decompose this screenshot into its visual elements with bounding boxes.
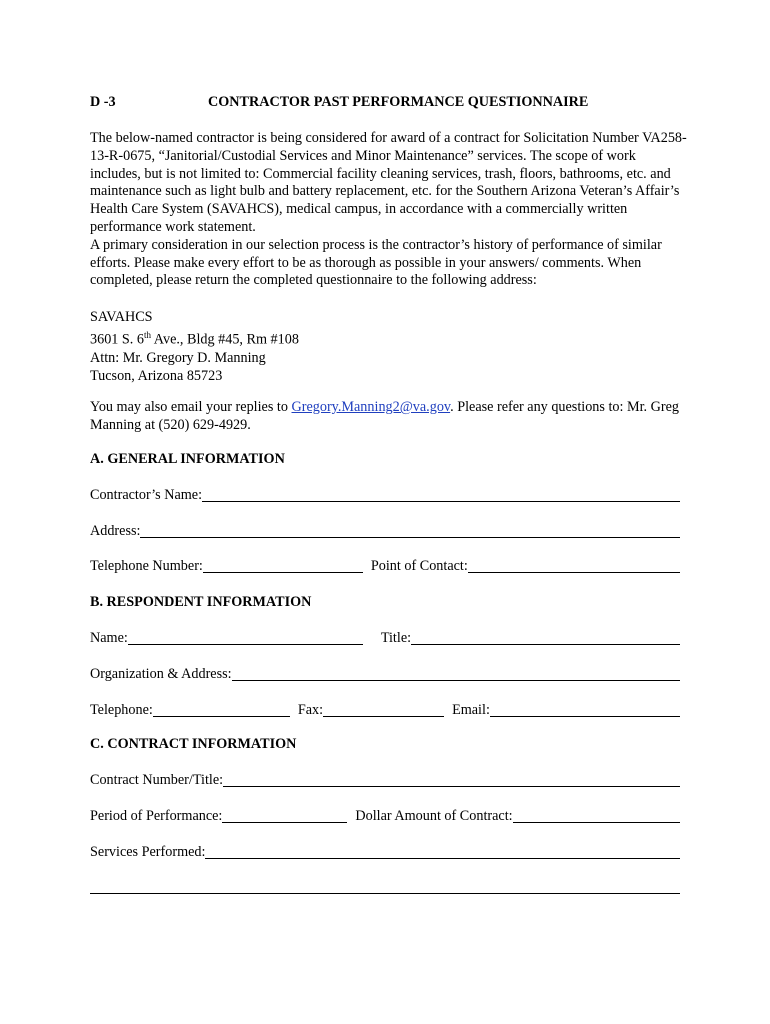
contractor-name-row xyxy=(90,484,680,504)
intro-text xyxy=(90,130,690,290)
section-contract-information: C. CONTRACT INFORMATION xyxy=(90,736,297,752)
intro-paragraph-2: A primary consideration in our selection process is the contractor’s history of performance of similar efforts. Please make every effort to be as thorough as possible in your answers/ comments. When completed, please return the completed questionnaire to the following address: xyxy=(90,236,662,289)
services-performed-row xyxy=(90,841,680,861)
email-label: Email: xyxy=(452,702,490,718)
organization-address-row xyxy=(90,663,680,683)
section-general-information: A. GENERAL INFORMATION xyxy=(90,451,285,467)
contractor-name-label: Contractor’s Name: xyxy=(90,487,203,503)
address-row xyxy=(90,520,680,540)
address-building: Ave., Bldg #45, Rm #108 xyxy=(151,331,299,348)
document-header xyxy=(90,94,690,114)
address-line-3: Attn: Mr. Gregory D. Manning xyxy=(90,349,266,366)
document-title: CONTRACTOR PAST PERFORMANCE QUESTIONNAIRE xyxy=(208,94,589,110)
contract-number-label: Contract Number/Title: xyxy=(90,772,224,788)
period-of-performance-label: Period of Performance: xyxy=(90,808,223,824)
dollar-amount-label: Dollar Amount of Contract: xyxy=(355,808,513,824)
point-of-contact-field[interactable] xyxy=(468,558,680,573)
name-label: Name: xyxy=(90,630,128,646)
contract-number-row xyxy=(90,769,680,789)
services-performed-continuation-line[interactable] xyxy=(90,893,680,894)
address-ordinal: th xyxy=(144,330,152,340)
services-performed-label: Services Performed: xyxy=(90,844,206,860)
fax-label: Fax: xyxy=(297,702,324,718)
telephone-number-field[interactable] xyxy=(203,558,363,573)
telephone-contact-row xyxy=(90,555,680,575)
address-street: 3601 S. 6 xyxy=(90,331,144,348)
email-link[interactable]: Gregory.Manning2@va.gov xyxy=(291,399,451,415)
return-address xyxy=(90,308,299,385)
telephone-fax-email-row xyxy=(90,699,680,719)
section-respondent-information: B. RESPONDENT INFORMATION xyxy=(90,594,312,610)
organization-address-label: Organization & Address: xyxy=(90,666,232,682)
services-performed-field[interactable] xyxy=(205,844,680,859)
address-field[interactable] xyxy=(140,523,680,538)
dollar-amount-field[interactable] xyxy=(513,808,680,823)
name-field[interactable] xyxy=(128,630,363,645)
telephone-field[interactable] xyxy=(153,702,290,717)
title-field[interactable] xyxy=(411,630,680,645)
address-line-4: Tucson, Arizona 85723 xyxy=(90,367,223,384)
title-label: Title: xyxy=(380,630,412,646)
telephone-label: Telephone: xyxy=(90,702,153,718)
document-code: D -3 xyxy=(90,94,116,110)
address-label: Address: xyxy=(90,523,141,539)
period-of-performance-field[interactable] xyxy=(222,808,347,823)
period-dollar-row xyxy=(90,805,680,825)
contact-info xyxy=(90,398,690,434)
organization-address-field[interactable] xyxy=(232,666,680,681)
telephone-number-label: Telephone Number: xyxy=(90,558,203,574)
point-of-contact-label: Point of Contact: xyxy=(370,558,468,574)
contact-pre: You may also email your replies to xyxy=(90,399,292,415)
contractor-name-field[interactable] xyxy=(202,487,680,502)
name-title-row xyxy=(90,627,680,647)
intro-paragraph-1: The below-named contractor is being considered for award of a contract for Solicitation Number VA258-13-R-0675, “Janitorial/Custodial Services and Minor Maintenance” services. The scope of work includes, but is not limited to: Commercial facility cleaning services, trash, floors, bathrooms, etc. and maintenance such as light bulb and battery replacement, etc. for the Southern Arizona Veteran’s Affair’s Health Care System (SAVAHCS), medical campus, in accordance with a commercially written performance work statement. xyxy=(90,130,687,235)
address-line-1: SAVAHCS xyxy=(90,309,153,325)
contract-number-field[interactable] xyxy=(223,772,680,787)
email-field[interactable] xyxy=(490,702,680,717)
contact-post: . Please refer any questions to: Mr. Greg Manning at (520) 629-4929. xyxy=(90,399,680,433)
address-line-2 xyxy=(90,326,299,349)
fax-field[interactable] xyxy=(323,702,444,717)
